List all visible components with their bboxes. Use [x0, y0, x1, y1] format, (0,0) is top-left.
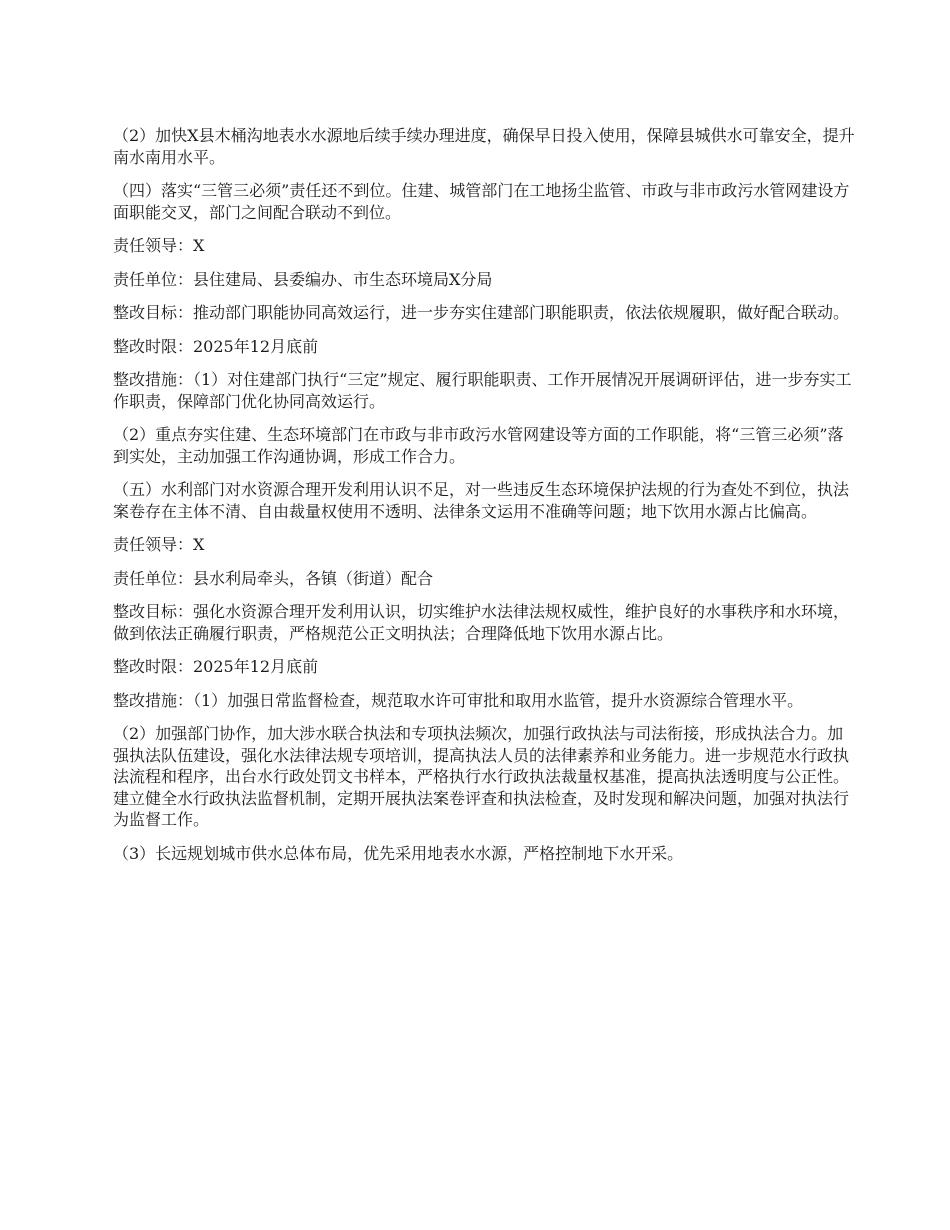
- paragraph-13: 整改时限：2025年12月底前: [113, 657, 319, 676]
- paragraph-7: 整改措施：（1）对住建部门执行“三定”规定、履行职能职责、工作开展情况开展调研评估，进一步夯实工作职责，保障部门优化协同高效运行。: [113, 370, 852, 411]
- paragraph-1: （2）加快X县木桶沟地表水水源地后续手续办理进度，确保早日投入使用，保障县城供水可靠安全，提升南水南用水平。: [113, 126, 855, 167]
- paragraph-5: 整改目标：推动部门职能协同高效运行，进一步夯实住建部门职能职责，依法依规履职，做好配合联动。: [113, 303, 850, 322]
- paragraph-9: （五）水利部门对水资源合理开发利用认识不足，对一些违反生态环境保护法规的行为查处不到位，执法案卷存在主体不清、自由裁量权使用不透明、法律条文运用不准确等问题；地下饮用水源占比偏高。: [113, 480, 850, 521]
- paragraph-14: 整改措施：（1）加强日常监督检查，规范取水许可审批和取用水监管，提升水资源综合管理水平。: [113, 690, 804, 710]
- paragraph-16: （3）长远规划城市供水总体布局，优先采用地表水水源，严格控制地下水开采。: [113, 843, 684, 863]
- paragraph-8: （2）重点夯实住建、生态环境部门在市政与非市政污水管网建设等方面的工作职能，将“三管三必须”落到实处，主动加强工作沟通协调，形成工作合力。: [113, 425, 844, 466]
- document-body: [113, 125, 858, 876]
- paragraph-4: 责任单位：县住建局、县委编办、市生态环境局X分局: [113, 269, 493, 289]
- paragraph-10: 责任领导：X: [113, 535, 205, 554]
- paragraph-11: 责任单位：县水利局牵头，各镇（街道）配合: [113, 568, 434, 588]
- paragraph-6: 整改时限：2025年12月底前: [113, 336, 319, 356]
- paragraph-15: （2）加强部门协作，加大涉水联合执法和专项执法频次，加强行政执法与司法衔接，形成执法合力。加强执法队伍建设，强化水法律法规专项培训，提高执法人员的法律素养和业务能力。进一步规范水行政执法流程和程序，出台水行政处罚文书样本，严格执行水行政执法裁量权基准，提高执法透明度与公正性。建立健全水行政执法监督机制，定期开展执法案卷评查和执法检查，及时发现和解决问题，加强对执法行为监督工作。: [113, 724, 850, 829]
- paragraph-3: 责任领导：X: [113, 236, 205, 255]
- paragraph-12: 整改目标：强化水资源合理开发利用认识，切实维护水法律法规权威性，维护良好的水事秩序和水环境，做到依法正确履行职责，严格规范公正文明执法；合理降低地下饮用水源占比。: [113, 602, 850, 643]
- paragraph-2: （四）落实“三管三必须”责任还不到位。住建、城管部门在工地扬尘监管、市政与非市政污水管网建设方面职能交叉，部门之间配合联动不到位。: [113, 181, 850, 222]
